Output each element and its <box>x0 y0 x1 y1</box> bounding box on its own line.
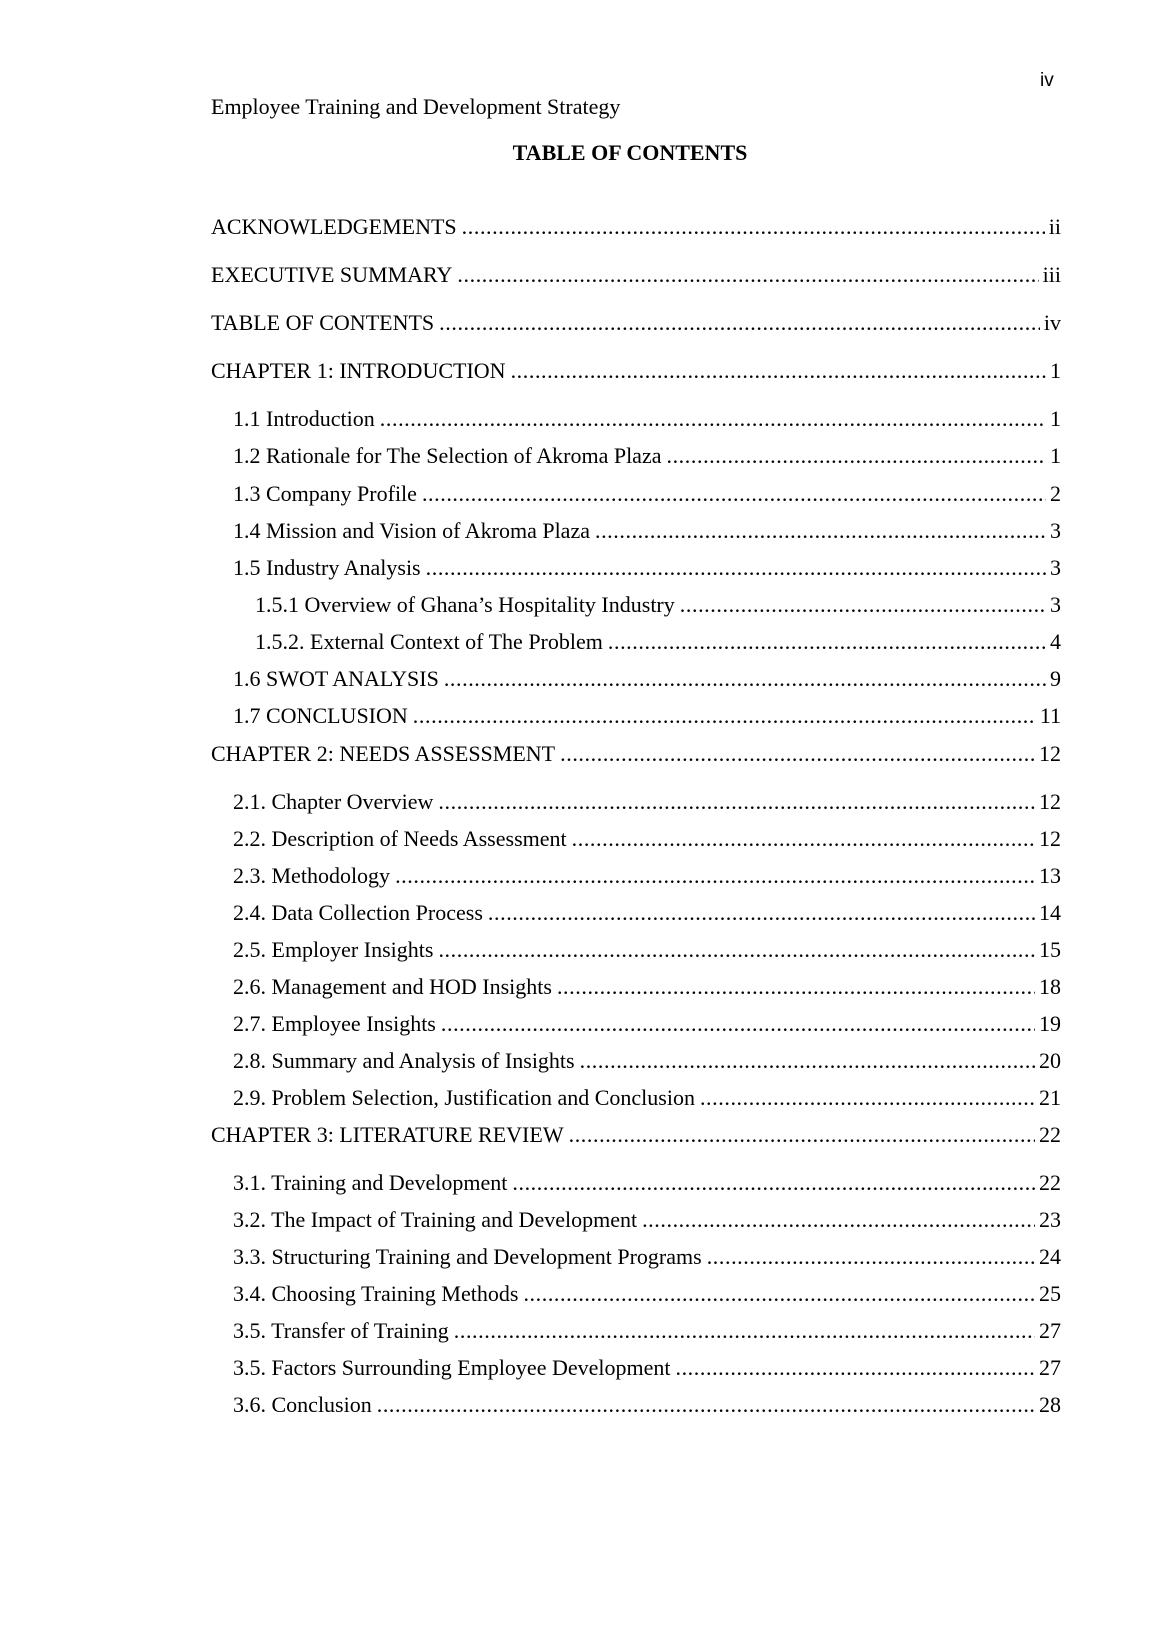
toc-dot-leader <box>707 1244 1035 1270</box>
toc-entry <box>233 1244 1061 1270</box>
toc-entry-label: 2.6. Management and HOD Insights <box>233 974 552 999</box>
toc-entry-label: 2.3. Methodology <box>233 863 391 888</box>
toc-dot-leader <box>488 900 1035 926</box>
toc-entry-label: 3.4. Choosing Training Methods <box>233 1281 519 1306</box>
toc-entry-page: 4 <box>1050 629 1061 654</box>
toc-entry-page: 1 <box>1050 443 1061 468</box>
toc-entry <box>233 863 1061 889</box>
toc-dot-leader <box>608 629 1046 655</box>
toc-entry <box>233 974 1061 1000</box>
toc-entry <box>233 1318 1061 1344</box>
toc-entry <box>211 741 1061 767</box>
running-header: Employee Training and Development Strategy <box>211 94 621 119</box>
toc-entry-label: 1.4 Mission and Vision of Akroma Plaza <box>233 518 590 543</box>
toc-entry-label: 2.9. Problem Selection, Justification and Conclusion <box>233 1085 695 1110</box>
toc-entry-page: 12 <box>1039 789 1061 814</box>
toc-dot-leader <box>426 555 1046 581</box>
toc-dot-leader <box>666 443 1046 469</box>
toc-entry-page: 27 <box>1039 1318 1061 1343</box>
toc-dot-leader <box>439 310 1040 336</box>
toc-dot-leader <box>512 1170 1035 1196</box>
toc-dot-leader <box>438 789 1035 815</box>
toc-entry-page: 28 <box>1039 1392 1061 1417</box>
toc-dot-leader <box>395 863 1035 889</box>
toc-entry <box>233 406 1061 432</box>
toc-entry-label: 3.3. Structuring Training and Development Programs <box>233 1244 702 1269</box>
toc-entry-label: 1.5 Industry Analysis <box>233 555 421 580</box>
toc-entry-label: 1.3 Company Profile <box>233 481 417 506</box>
toc-dot-leader <box>441 1011 1035 1037</box>
toc-entry <box>233 1207 1061 1233</box>
toc-entry <box>233 1048 1061 1074</box>
toc-entry <box>233 937 1061 963</box>
toc-dot-leader <box>454 1318 1035 1344</box>
toc-entry <box>233 900 1061 926</box>
toc-dot-leader <box>511 358 1046 384</box>
toc-dot-leader <box>595 518 1046 544</box>
toc-entry-label: 1.5.2. External Context of The Problem <box>255 629 603 654</box>
toc-entry-label: 1.1 Introduction <box>233 406 375 431</box>
toc-entry-page: 22 <box>1039 1122 1061 1147</box>
toc-entry-label: 2.2. Description of Needs Assessment <box>233 826 567 851</box>
toc-entry-page: 18 <box>1039 974 1061 999</box>
toc-entry-label: EXECUTIVE SUMMARY <box>211 262 453 287</box>
toc-dot-leader <box>560 741 1035 767</box>
toc-entry-label: 3.2. The Impact of Training and Development <box>233 1207 638 1232</box>
toc-entry-label: 2.4. Data Collection Process <box>233 900 483 925</box>
toc-entry <box>211 358 1061 384</box>
toc-dot-leader <box>700 1085 1035 1111</box>
toc-entry-label: CHAPTER 1: INTRODUCTION <box>211 358 506 383</box>
toc-dot-leader <box>569 1122 1035 1148</box>
toc-entry-page: 15 <box>1039 937 1061 962</box>
toc-entry-label: 1.6 SWOT ANALYSIS <box>233 666 439 691</box>
toc-dot-leader <box>438 937 1035 963</box>
toc-dot-leader <box>422 481 1046 507</box>
toc-entry <box>233 1170 1061 1196</box>
toc-entry-page: 11 <box>1039 703 1061 728</box>
toc-entry <box>233 1085 1061 1111</box>
toc-entry-page: 9 <box>1050 666 1061 691</box>
toc-entry-page: iii <box>1042 262 1061 287</box>
toc-entry-label: 2.1. Chapter Overview <box>233 789 434 814</box>
toc-dot-leader <box>413 703 1036 729</box>
toc-entry-page: 25 <box>1039 1281 1061 1306</box>
toc-entry-label: 3.5. Factors Surrounding Employee Development <box>233 1355 671 1380</box>
toc-entry-label: 2.5. Employer Insights <box>233 937 434 962</box>
toc-heading: TABLE OF CONTENTS <box>512 140 748 165</box>
toc-entry-page: 24 <box>1039 1244 1061 1269</box>
toc-dot-leader <box>580 1048 1035 1074</box>
toc-entry-page: 13 <box>1039 863 1061 888</box>
toc-dot-leader <box>675 1355 1035 1381</box>
toc-dot-leader <box>523 1281 1035 1307</box>
toc-entry-page: 1 <box>1050 406 1061 431</box>
toc-entry-page: ii <box>1048 214 1061 239</box>
toc-entry <box>233 481 1061 507</box>
toc-entry <box>233 1355 1061 1381</box>
toc-entry <box>211 262 1061 288</box>
toc-entry <box>211 1122 1061 1148</box>
toc-entry <box>233 666 1061 692</box>
toc-entry <box>233 1392 1061 1418</box>
toc-entry-label: 2.8. Summary and Analysis of Insights <box>233 1048 575 1073</box>
toc-entry-label: 3.5. Transfer of Training <box>233 1318 449 1343</box>
toc-entry-label: CHAPTER 3: LITERATURE REVIEW <box>211 1122 564 1147</box>
toc-entry-page: 12 <box>1039 826 1061 851</box>
toc-entry-page: 2 <box>1050 481 1061 506</box>
toc-entry-label: TABLE OF CONTENTS <box>211 310 435 335</box>
toc-entry-label: 3.1. Training and Development <box>233 1170 508 1195</box>
toc-dot-leader <box>642 1207 1035 1233</box>
toc-entry <box>233 1281 1061 1307</box>
toc-entry-page: 3 <box>1050 555 1061 580</box>
toc-entry-page: iv <box>1043 310 1061 335</box>
toc-dot-leader <box>380 406 1046 432</box>
toc-dot-leader <box>680 592 1046 618</box>
toc-entry-label: CHAPTER 2: NEEDS ASSESSMENT <box>211 741 556 766</box>
toc-entry <box>233 518 1061 544</box>
toc-entry-page: 19 <box>1039 1011 1061 1036</box>
toc-entry-page: 3 <box>1050 592 1061 617</box>
toc-entry-label: ACKNOWLEDGEMENTS <box>211 214 457 239</box>
toc-entry <box>255 629 1061 655</box>
toc-dot-leader <box>377 1392 1035 1418</box>
toc-entry <box>233 555 1061 581</box>
toc-entry <box>233 826 1061 852</box>
toc-entry <box>255 592 1061 618</box>
toc-entry <box>233 703 1061 729</box>
page-number: iv <box>1040 70 1054 91</box>
toc-entry <box>233 1011 1061 1037</box>
toc-dot-leader <box>462 214 1045 240</box>
toc-entry-page: 27 <box>1039 1355 1061 1380</box>
toc-entry <box>211 214 1061 240</box>
toc-dot-leader <box>557 974 1035 1000</box>
toc-entry-page: 22 <box>1039 1170 1061 1195</box>
toc-entry-label: 1.7 CONCLUSION <box>233 703 408 728</box>
toc-entry-label: 2.7. Employee Insights <box>233 1011 436 1036</box>
toc-entry <box>233 443 1061 469</box>
toc-dot-leader <box>444 666 1046 692</box>
toc-dot-leader <box>572 826 1035 852</box>
toc-entry-page: 3 <box>1050 518 1061 543</box>
toc-entry-page: 14 <box>1039 900 1061 925</box>
toc-entry-label: 3.6. Conclusion <box>233 1392 372 1417</box>
toc-entry-page: 23 <box>1039 1207 1061 1232</box>
toc-entry-label: 1.5.1 Overview of Ghana’s Hospitality Industry <box>255 592 675 617</box>
toc-entry <box>233 789 1061 815</box>
toc-entry <box>211 310 1061 336</box>
toc-dot-leader <box>457 262 1038 288</box>
toc-entry-page: 21 <box>1039 1085 1061 1110</box>
toc-entry-page: 1 <box>1050 358 1061 383</box>
toc-entry-page: 20 <box>1039 1048 1061 1073</box>
toc-entry-page: 12 <box>1039 741 1061 766</box>
toc-entry-label: 1.2 Rationale for The Selection of Akroma Plaza <box>233 443 662 468</box>
